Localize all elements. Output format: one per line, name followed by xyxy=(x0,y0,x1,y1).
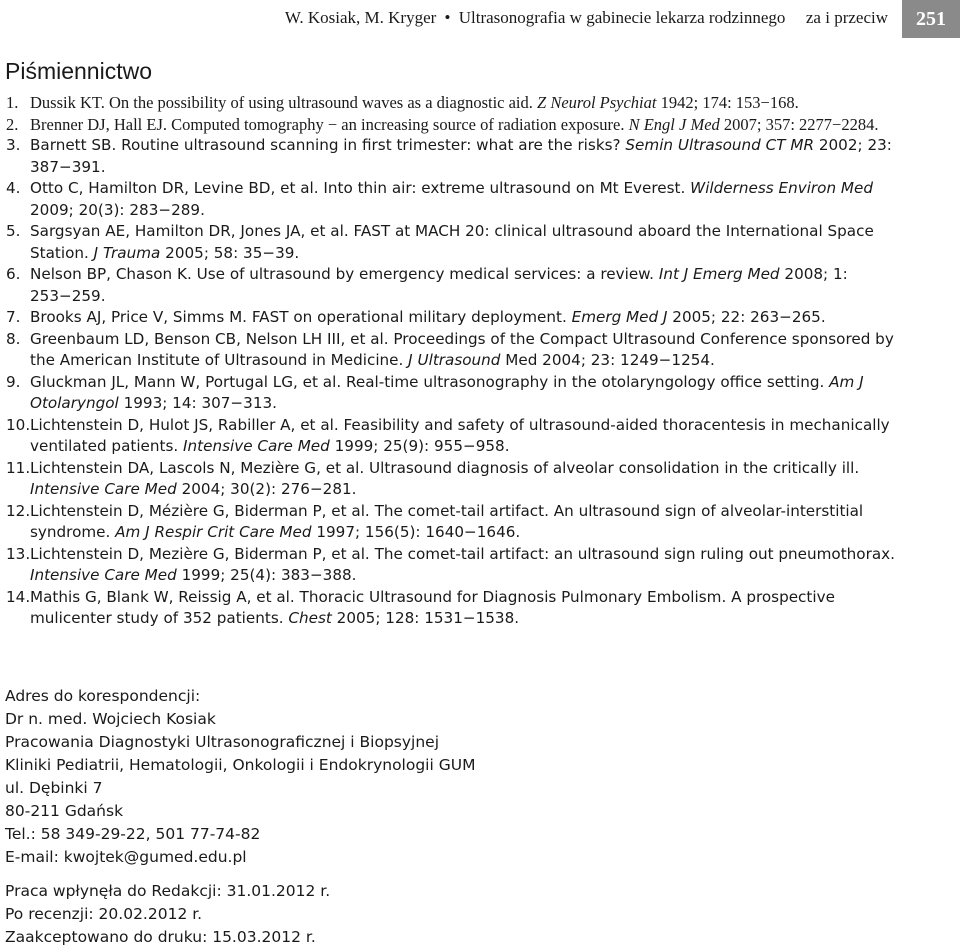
bullet-icon: • xyxy=(444,8,451,27)
reference-journal: J Ultrasound xyxy=(408,351,501,369)
reference-details: Med 2004; 23: 1249−1254. xyxy=(500,351,715,369)
reference-journal: Z Neurol Psychiat xyxy=(537,93,657,112)
reference-journal: Semin Ultrasound CT MR xyxy=(625,136,815,154)
reference-text: Mathis G, Blank W, Reissig A, et al. Thoracic Ultrasound for Diagnosis Pulmonary Embolism. A prospective mulicenter study of 352 patients. xyxy=(30,587,835,627)
reference-item xyxy=(6,92,902,114)
running-head xyxy=(285,8,888,28)
address-label: Adres do korespondencji: xyxy=(5,687,201,705)
submission-dates xyxy=(5,880,330,949)
reference-item xyxy=(6,307,902,329)
reference-details: 1993; 14: 307−313. xyxy=(118,394,277,412)
date-accepted: Zaakceptowano do druku: 15.03.2012 r. xyxy=(5,928,316,946)
section-title: Piśmiennictwo xyxy=(5,58,152,84)
reference-journal: N Engl J Med xyxy=(628,114,720,134)
reference-journal: J Trauma xyxy=(93,243,161,262)
running-head-title: Ultrasonografia w gabinecie lekarza rodzinnego xyxy=(458,8,786,27)
reference-item xyxy=(6,415,902,458)
reference-journal: Chest xyxy=(288,609,332,627)
reference-details: 2004; 30(2): 276−281. xyxy=(176,480,357,498)
reference-number: 12. xyxy=(6,501,31,520)
reference-number: 2. xyxy=(6,114,19,134)
reference-text: Barnett SB. Routine ultrasound scanning in first trimester: what are the risks? xyxy=(30,136,626,154)
reference-item xyxy=(6,372,902,415)
address-name: Dr n. med. Wojciech Kosiak xyxy=(5,710,216,728)
reference-number: 1. xyxy=(6,93,19,112)
address-email: E-mail: kwojtek@gumed.edu.pl xyxy=(5,848,247,866)
date-reviewed: Po recenzji: 20.02.2012 r. xyxy=(5,905,203,923)
address-clinic: Kliniki Pediatrii, Hematologii, Onkologii i Endokrynologii GUM xyxy=(5,756,476,774)
reference-text: Nelson BP, Chason K. Use of ultrasound by emergency medical services: a review. xyxy=(30,265,659,283)
reference-item xyxy=(6,264,902,307)
reference-journal: Intensive Care Med xyxy=(30,566,177,584)
reference-details: 2005; 22: 263−265. xyxy=(667,308,826,326)
reference-details: 2007; 357: 2277−2284. xyxy=(719,114,879,134)
address-city: 80-211 Gdańsk xyxy=(5,802,124,820)
reference-number: 7. xyxy=(6,308,21,326)
reference-text: Lichtenstein D, Mezière G, Biderman P, et al. The comet-tail artifact: an ultrasound sign ruling out pneumothorax. xyxy=(30,544,895,563)
address-street: ul. Dębinki 7 xyxy=(5,779,103,797)
reference-details: 2002; 23: 387−391. xyxy=(30,136,892,176)
correspondence-address xyxy=(5,685,475,869)
reference-text: Gluckman JL, Mann W, Portugal LG, et al. Real-time ultrasonography in the otolaryngology office setting. xyxy=(30,372,830,391)
reference-item xyxy=(6,501,902,544)
reference-text: Brooks AJ, Price V, Simms M. FAST on operational military deployment. xyxy=(30,308,572,326)
reference-number: 8. xyxy=(6,329,21,348)
reference-journal: Intensive Care Med xyxy=(183,437,330,455)
reference-item xyxy=(6,458,902,501)
reference-number: 6. xyxy=(6,265,21,283)
reference-number: 10. xyxy=(6,415,31,434)
reference-number: 3. xyxy=(6,136,21,154)
reference-journal: Am J Otolaryngol xyxy=(30,372,864,412)
running-head-authors: W. Kosiak, M. Kryger xyxy=(284,8,437,27)
reference-text: Sargsyan AE, Hamilton DR, Jones JA, et al. FAST at MACH 20: clinical ultrasound aboard the International Space Station. xyxy=(30,222,874,262)
reference-details: 1999; 25(4): 383−388. xyxy=(176,566,357,584)
page-number: 251 xyxy=(902,0,960,38)
reference-number: 5. xyxy=(6,222,21,240)
reference-number: 9. xyxy=(6,372,21,391)
page-header xyxy=(0,0,960,40)
reference-details: 2005; 58: 35−39. xyxy=(160,243,300,262)
reference-journal: Intensive Care Med xyxy=(30,480,177,498)
reference-item xyxy=(6,114,902,136)
reference-item xyxy=(6,221,902,264)
address-phone: Tel.: 58 349-29-22, 501 77-74-82 xyxy=(5,825,261,843)
reference-text: Lichtenstein D, Hulot JS, Rabiller A, et al. Feasibility and safety of ultrasound-aided thoracentesis in mechanically ventilated patients. xyxy=(30,415,890,455)
reference-number: 11. xyxy=(6,458,31,477)
reference-details: 2008; 1: 253−259. xyxy=(30,265,848,305)
reference-journal: Emerg Med J xyxy=(571,308,668,326)
reference-list xyxy=(6,92,902,630)
reference-item xyxy=(6,329,902,372)
reference-details: 2005; 128: 1531−1538. xyxy=(331,609,520,627)
reference-text: Brenner DJ, Hall EJ. Computed tomography − an increasing source of radiation exposure. xyxy=(30,114,629,134)
reference-journal: Am J Respir Crit Care Med xyxy=(115,523,312,541)
reference-details: 2009; 20(3): 283−289. xyxy=(30,200,205,219)
reference-journal: Wilderness Environ Med xyxy=(690,179,873,197)
reference-text: Greenbaum LD, Benson CB, Nelson LH III, et al. Proceedings of the Compact Ultrasound Conference sponsored by the American Institute of Ultrasound in Medicine. xyxy=(30,329,894,369)
reference-number: 4. xyxy=(6,179,21,197)
reference-item xyxy=(6,135,902,178)
reference-item xyxy=(6,587,902,630)
reference-text: Otto C, Hamilton DR, Levine BD, et al. Into thin air: extreme ultrasound on Mt Everest. xyxy=(30,179,691,197)
reference-details: 1999; 25(9): 955−958. xyxy=(329,437,510,455)
reference-text: Lichtenstein DA, Lascols N, Mezière G, et al. Ultrasound diagnosis of alveolar consolidation in the critically ill. xyxy=(30,458,860,477)
running-head-subtitle: za i przeciw xyxy=(805,8,888,27)
reference-details: 1997; 156(5): 1640−1646. xyxy=(311,523,521,541)
reference-item xyxy=(6,544,902,587)
reference-details: 1942; 174: 153−168. xyxy=(656,93,799,112)
reference-number: 14. xyxy=(6,587,31,606)
reference-text: Dussik KT. On the possibility of using ultrasound waves as a diagnostic aid. xyxy=(30,93,538,112)
reference-text: Lichtenstein D, Mézière G, Biderman P, et al. The comet-tail artifact. An ultrasound sign of alveolar-interstitial syndrome. xyxy=(30,501,864,541)
reference-journal: Int J Emerg Med xyxy=(658,265,780,283)
address-unit: Pracowania Diagnostyki Ultrasonograficznej i Biopsyjnej xyxy=(5,733,440,751)
reference-number: 13. xyxy=(6,544,31,563)
date-received: Praca wpłynęła do Redakcji: 31.01.2012 r. xyxy=(5,882,331,900)
reference-item xyxy=(6,178,902,221)
